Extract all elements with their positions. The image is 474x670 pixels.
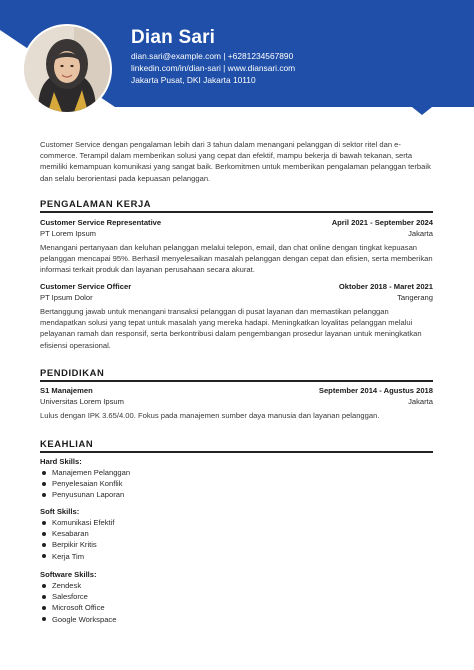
skill-item: Salesforce	[40, 591, 116, 602]
education-school: Universitas Lorem Ipsum	[40, 397, 124, 406]
skill-item: Penyusunan Laporan	[40, 489, 130, 500]
skill-item: Microsoft Office	[40, 602, 116, 613]
skill-item: Kerja Tim	[40, 551, 114, 562]
section-divider	[40, 211, 433, 213]
skill-item: Penyelesaian Konflik	[40, 478, 130, 489]
skill-group-label: Hard Skills:	[40, 457, 82, 466]
section-divider	[40, 451, 433, 453]
section-title-experience: PENGALAMAN KERJA	[40, 198, 152, 209]
job-description: Menangani pertanyaan dan keluhan pelanggan melalui telepon, email, dan chat online dengan tingkat kepuasan pelanggan mencapai 95%. Berhasil menyelesaikan masalah pelanggan dengan cepat dan efisien, serta memberikan informasi terkait produk dan layanan perusahaan secara akurat.	[40, 243, 433, 275]
skill-item: Komunikasi Efektif	[40, 517, 114, 528]
skill-item: Berpikir Kritis	[40, 539, 114, 550]
skill-item: Zendesk	[40, 580, 116, 591]
skill-group-label: Soft Skills:	[40, 507, 80, 516]
skill-item: Kesabaran	[40, 528, 114, 539]
contact-info	[131, 50, 295, 86]
education-location: Jakarta	[408, 397, 433, 406]
section-divider	[40, 380, 433, 382]
job-description: Bertanggung jawab untuk menangani transaksi pelanggan di pusat layanan dan memastikan pelanggan mendapatkan solusi yang tepat untuk masalah yang mereka hadapi. Meningkatkan loyalitas pelanggan melalui pelayanan ramah dan responsif, serta berkontribusi dalam pengembangan prosedur layanan untuk meningkatkan efisiensi operasional.	[40, 307, 422, 350]
education-dates: September 2014 - Agustus 2018	[318, 386, 433, 395]
education-description: Lulus dengan IPK 3.65/4.00. Fokus pada manajemen sumber daya manusia dan layanan pelanggan.	[40, 411, 380, 420]
skill-list	[40, 580, 116, 625]
job-dates: Oktober 2018 - Maret 2021	[338, 282, 433, 291]
profile-photo	[22, 24, 112, 114]
skill-item: Google Workspace	[40, 614, 116, 625]
contact-address: Jakarta Pusat, DKI Jakarta 10110	[131, 75, 256, 85]
section-title-skills: KEAHLIAN	[40, 438, 94, 449]
skill-group-label: Software Skills:	[40, 570, 97, 579]
contact-email-phone: dian.sari@example.com | +6281234567890	[131, 51, 294, 61]
job-location: Tangerang	[397, 293, 433, 302]
job-location: Jakarta	[408, 229, 433, 238]
portrait-photo	[24, 26, 110, 112]
profile-summary: Customer Service dengan pengalaman lebih dari 3 tahun dalam menangani pelanggan di sektor ritel dan e-commerce. Terampil dalam memberikan solusi yang cepat dan efektif, mampu bekerja di bawah tekanan, serta memiliki kemampuan komunikasi yang sangat baik. Berkomitmen untuk memberikan pengalaman pelanggan terbaik dan selalu berorientasi pada kepuasan pelanggan.	[40, 140, 431, 183]
job-company: PT Lorem Ipsum	[40, 229, 96, 238]
skill-item: Manajemen Pelanggan	[40, 467, 130, 478]
candidate-name: Dian Sari	[131, 27, 216, 48]
job-company: PT Ipsum Dolor	[40, 293, 93, 302]
skill-list	[40, 517, 114, 562]
education-degree: S1 Manajemen	[40, 386, 93, 395]
job-role: Customer Service Representative	[40, 218, 162, 227]
skill-list	[40, 467, 130, 501]
job-dates: April 2021 - September 2024	[331, 218, 433, 227]
contact-links: linkedin.com/in/dian-sari | www.diansari.com	[131, 63, 296, 73]
job-role: Customer Service Officer	[40, 282, 132, 291]
section-title-education: PENDIDIKAN	[40, 367, 105, 378]
